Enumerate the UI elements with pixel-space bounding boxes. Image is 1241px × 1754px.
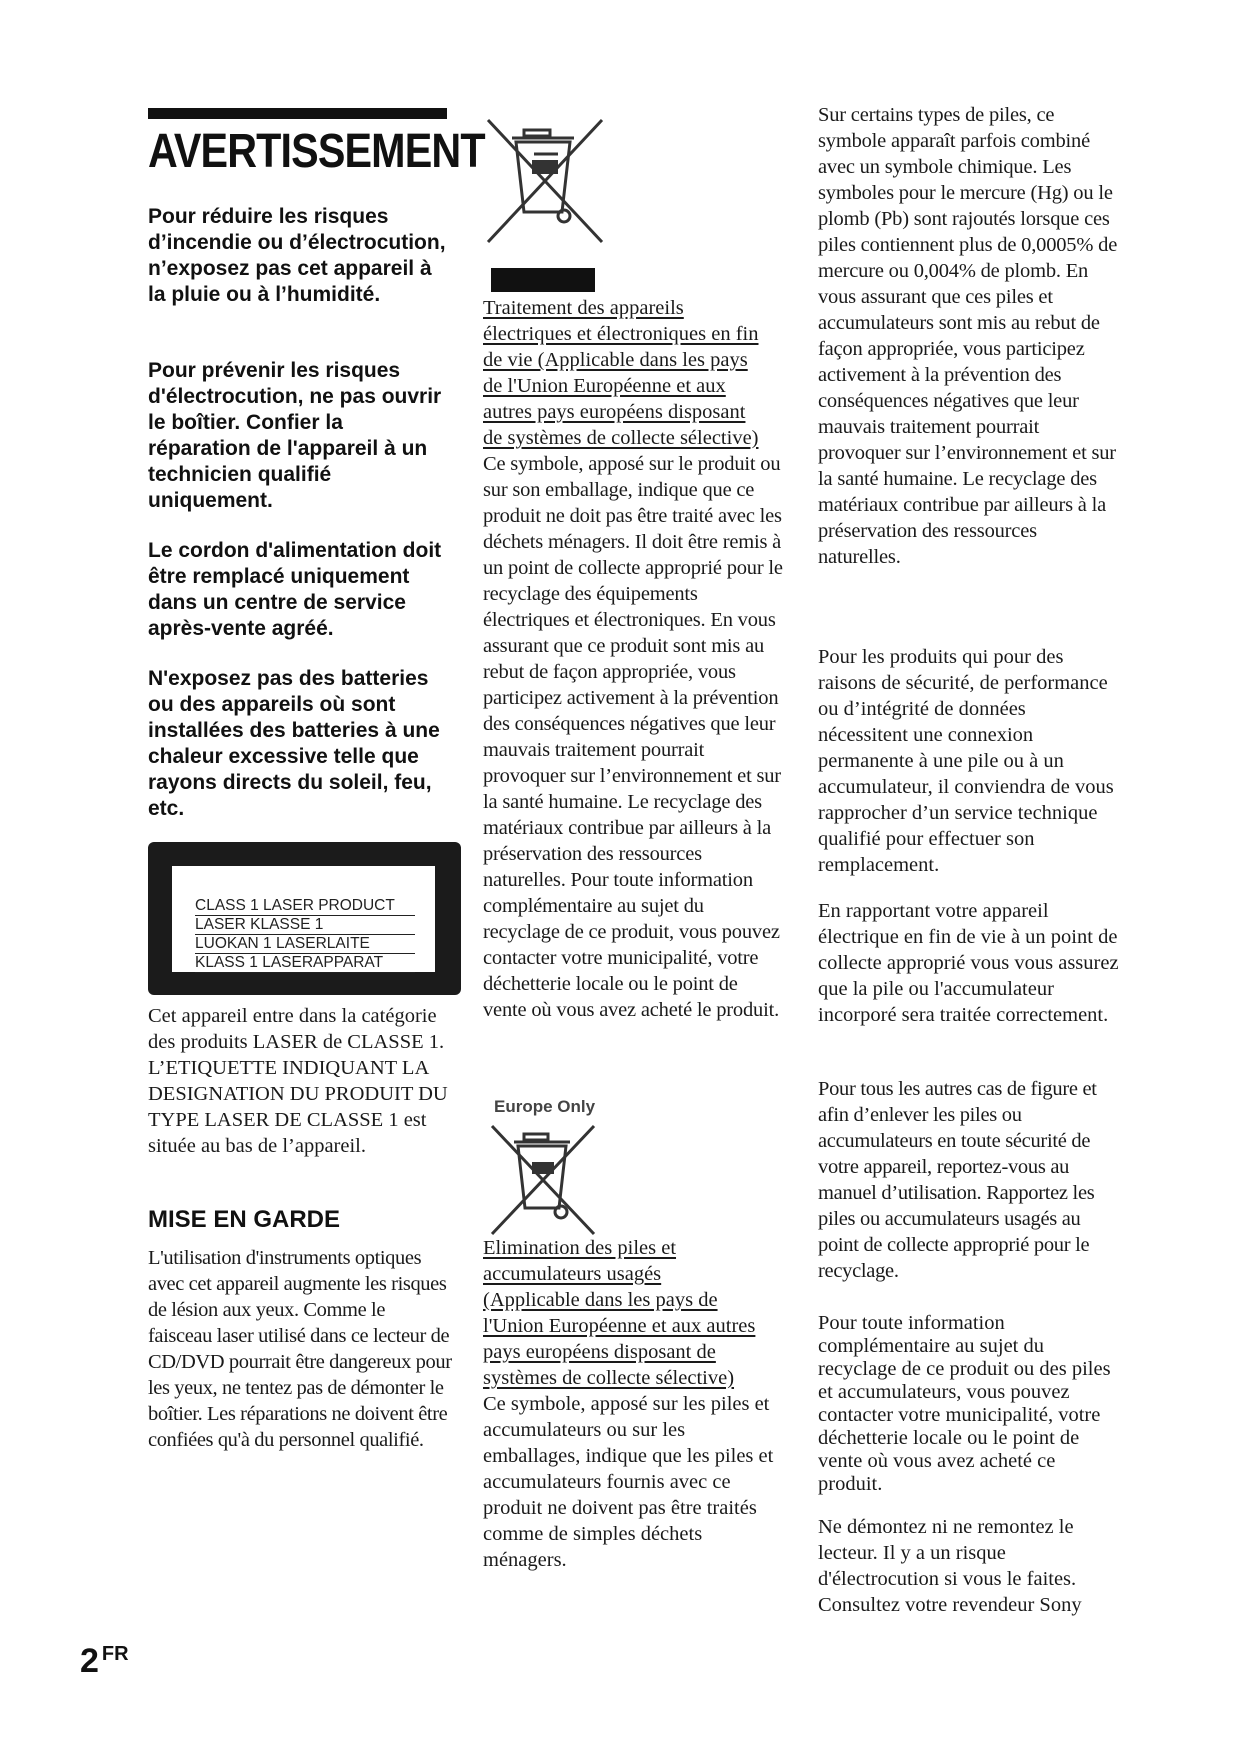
page-number: [80, 1642, 129, 1681]
laser-paragraph: Cet appareil entre dans la catégorie des produits LASER de CLASSE 1. L’ETIQUETTE INDIQUANT LA DESIGNATION DU PRODUIT DU TYPE LASER DE CLASSE 1 est située au bas de l’appareil.: [148, 1005, 448, 1157]
crossed-out-bin-battery-icon: [488, 1122, 598, 1238]
title-rule: [148, 108, 447, 119]
warning-batteries-heat: N'exposez pas des batteries ou des appareils où sont installées des batteries à une chaleur excessive telle que rayons directs du soleil, feu, etc.: [148, 667, 440, 820]
batteries-title-line: accumulateurs usagés: [483, 1263, 662, 1285]
laser-label-line: CLASS 1 LASER PRODUCT: [195, 897, 415, 916]
weee-title-line: électriques et électroniques en fin: [483, 323, 759, 345]
weee-title: [483, 295, 783, 451]
europe-only-badge: Europe Only: [494, 1097, 596, 1116]
weee-title-line: de systèmes de collecte sélective): [483, 427, 759, 449]
laser-label-panel: [172, 866, 435, 972]
batteries-text: Ce symbole, apposé sur les piles et accumulateurs ou sur les emballages, indique que les piles et accumulateurs fournis avec ce produit ne doivent pas être traités comme de simples déchets ménagers.: [483, 1393, 774, 1571]
col3-paragraph-2: Pour les produits qui pour des raisons de sécurité, de performance ou d’intégrité de données nécessitent une connexion permanente à une pile ou à un accumulateur, il conviendra de vous rapprocher d’un service technique qualifié pour effectuer son remplacement.: [818, 646, 1114, 876]
warning-power-cord: Le cordon d'alimentation doit être remplacé uniquement dans un centre de service après-vente agréé.: [148, 539, 442, 640]
laser-label-line: LASER KLASSE 1: [195, 916, 415, 935]
laser-label-line: KLASS 1 LASERAPPARAT: [195, 954, 415, 973]
col3-paragraph-3: En rapportant votre appareil électrique en fin de vie à un point de collecte approprié vous vous assurez que la pile ou l'accumulateur incorporé sera traitée correctement.: [818, 900, 1119, 1026]
weee-black-bar: [491, 268, 595, 292]
col3-paragraph-4: Pour tous les autres cas de figure et afin d’enlever les piles ou accumulateurs en toute sécurité de votre appareil, reportez-vous au manuel d’utilisation. Rapportez les piles ou accumulateurs usagés au point de collecte approprié pour le recyclage.: [818, 1078, 1097, 1282]
weee-title-line: autres pays européens disposant: [483, 401, 746, 423]
batteries-title-line: pays européens disposant de: [483, 1341, 716, 1363]
page-title: AVERTISSEMENT: [148, 125, 485, 178]
warning-open-case: Pour prévenir les risques d'électrocution, ne pas ouvrir le boîtier. Confier la réparation de l'appareil à un technicien qualifié uniquement.: [148, 359, 442, 512]
laser-label-line: LUOKAN 1 LASERLAITE: [195, 935, 415, 954]
weee-title-line: de vie (Applicable dans les pays: [483, 349, 748, 371]
page-language-code: FR: [101, 1643, 129, 1665]
batteries-title-line: (Applicable dans les pays de: [483, 1289, 718, 1311]
weee-title-line: de l'Union Européenne et aux: [483, 375, 726, 397]
page-number-value: 2: [80, 1642, 99, 1680]
col3-paragraph-1: Sur certains types de piles, ce symbole apparaît parfois combiné avec un symbole chimique. Les symboles pour le mercure (Hg) ou le plomb (Pb) sont rajoutés lorsque ces piles contiennent plus de 0,0005% de mercure ou 0,004% de plomb. En vous assurant que ces piles et accumulateurs sont mis au rebut de façon appropriée, vous participez activement à la prévention des conséquences négatives que leur mauvais traitement pourrait provoquer sur l’environnement et sur la santé humaine. Le recyclage des matériaux contribue par ailleurs à la préservation des ressources naturelles.: [818, 104, 1118, 568]
weee-text: Ce symbole, apposé sur le produit ou sur son emballage, indique que ce produit ne doit pas être traité avec les déchets ménagers. Il doit être remis à un point de collecte approprié pour le recyclage des équipements électriques et électroniques. En vous assurant que ce produit sont mis au rebut de façon appropriée, vous participez activement à la prévention des conséquences négatives que leur mauvais traitement pourrait provoquer sur l’environnement et sur la santé humaine. Le recyclage des matériaux contribue par ailleurs à la préservation des ressources naturelles. Pour toute information complémentaire au sujet du recyclage de ce produit, vous pouvez contacter votre municipalité, votre déchetterie locale ou le point de vente où vous avez acheté le produit.: [483, 453, 783, 1021]
caution-text: L'utilisation d'instruments optiques avec cet appareil augmente les risques de lésion aux yeux. Comme le faisceau laser utilisé dans ce lecteur de CD/DVD pourrait être dangereux pour les yeux, ne tentez pas de démonter le boîtier. Les réparations ne doivent être confiées qu'à du personnel qualifié.: [148, 1247, 452, 1451]
batteries-title: [483, 1235, 793, 1391]
col3-paragraph-5: Pour toute information complémentaire au sujet du recyclage de ce produit ou des piles et accumulateurs, vous pouvez contacter votre municipalité, votre déchetterie locale ou le point de vente où vous avez acheté ce produit.: [818, 1312, 1111, 1495]
batteries-title-line: l'Union Européenne et aux autres: [483, 1315, 756, 1337]
warning-rain: Pour réduire les risques d’incendie ou d’électrocution, n’exposez pas cet appareil à la pluie ou à l’humidité.: [148, 205, 446, 306]
weee-title-line: Traitement des appareils: [483, 297, 684, 319]
laser-class-label: [148, 842, 461, 995]
batteries-title-line: Elimination des piles et: [483, 1237, 677, 1259]
batteries-title-line: systèmes de collecte sélective): [483, 1367, 735, 1389]
crossed-out-bin-icon: [484, 116, 606, 246]
caution-heading: MISE EN GARDE: [148, 1206, 341, 1233]
col3-paragraph-6: Ne démontez ni ne remontez le lecteur. Il y a un risque d'électrocution si vous le faites. Consultez votre revendeur Sony: [818, 1516, 1082, 1616]
